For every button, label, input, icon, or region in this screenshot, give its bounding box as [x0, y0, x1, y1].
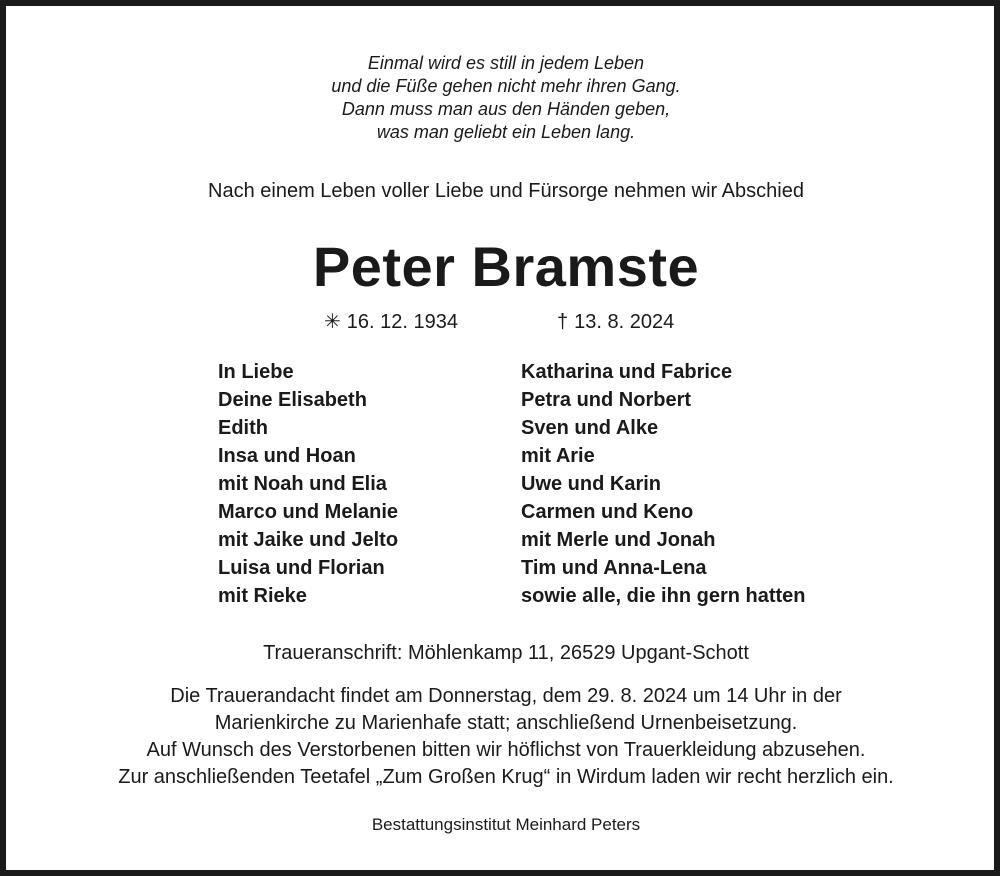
mourner-entry: mit Rieke: [218, 585, 307, 607]
death-cross-icon: †: [557, 311, 569, 333]
mourner-entry: Luisa und Florian: [218, 557, 385, 579]
mourner-entry: Sven und Alke: [521, 417, 659, 439]
mourner-entry: Katharina und Fabrice: [521, 361, 733, 383]
deceased-name: Peter Bramste: [312, 235, 700, 298]
death-date-line: [557, 309, 674, 335]
mourner-entry: mit Noah und Elia: [218, 473, 387, 495]
mourner-entry: sowie alle, die ihn gern hatten: [521, 585, 806, 607]
mourner-entry: Marco und Melanie: [218, 501, 399, 523]
birth-date-line: [324, 309, 458, 335]
mourner-entry: mit Merle und Jonah: [521, 529, 716, 551]
mourner-entry: Uwe und Karin: [521, 473, 662, 495]
mourner-entry: Petra und Norbert: [521, 389, 692, 411]
mourner-entry: Tim und Anna-Lena: [521, 557, 707, 579]
mourner-entry: Edith: [218, 417, 268, 439]
birth-date: 16. 12. 1934: [346, 311, 458, 333]
service-details: [6, 683, 1000, 791]
mourner-entry: mit Jaike und Jelto: [218, 529, 399, 551]
mourners-left-column: [218, 358, 398, 610]
mourners-right-column: [521, 358, 806, 610]
mourner-entry: In Liebe: [218, 361, 294, 383]
mourning-address: Traueranschrift: Möhlenkamp 11, 26529 Upgant-Schott: [263, 642, 749, 664]
funeral-home: Bestattungsinstitut Meinhard Peters: [371, 815, 641, 834]
mourner-entry: Carmen und Keno: [521, 501, 694, 523]
poem-line: und die Füße gehen nicht mehr ihren Gang.: [331, 76, 681, 96]
mourner-entry: Insa und Hoan: [218, 445, 356, 467]
mourner-entry: Deine Elisabeth: [218, 389, 367, 411]
intro-text: Nach einem Leben voller Liebe und Fürsorge nehmen wir Abschied: [208, 180, 804, 202]
birth-star-icon: ✳: [324, 311, 341, 333]
poem: [6, 52, 1000, 144]
service-line: Auf Wunsch des Verstorbenen bitten wir höflichst von Trauerkleidung abzusehen.: [146, 739, 866, 761]
mourner-entry: mit Arie: [521, 445, 595, 467]
service-line: Zur anschließenden Teetafel „Zum Großen Krug“ in Wirdum laden wir recht herzlich ein.: [118, 766, 894, 788]
poem-line: Dann muss man aus den Händen geben,: [341, 99, 671, 119]
service-line: Marienkirche zu Marienhafe statt; anschließend Urnenbeisetzung.: [214, 712, 798, 734]
poem-line: was man geliebt ein Leben lang.: [376, 122, 636, 142]
poem-line: Einmal wird es still in jedem Leben: [367, 53, 645, 73]
death-date: 13. 8. 2024: [574, 311, 675, 333]
service-line: Die Trauerandacht findet am Donnerstag, dem 29. 8. 2024 um 14 Uhr in der: [170, 685, 842, 707]
